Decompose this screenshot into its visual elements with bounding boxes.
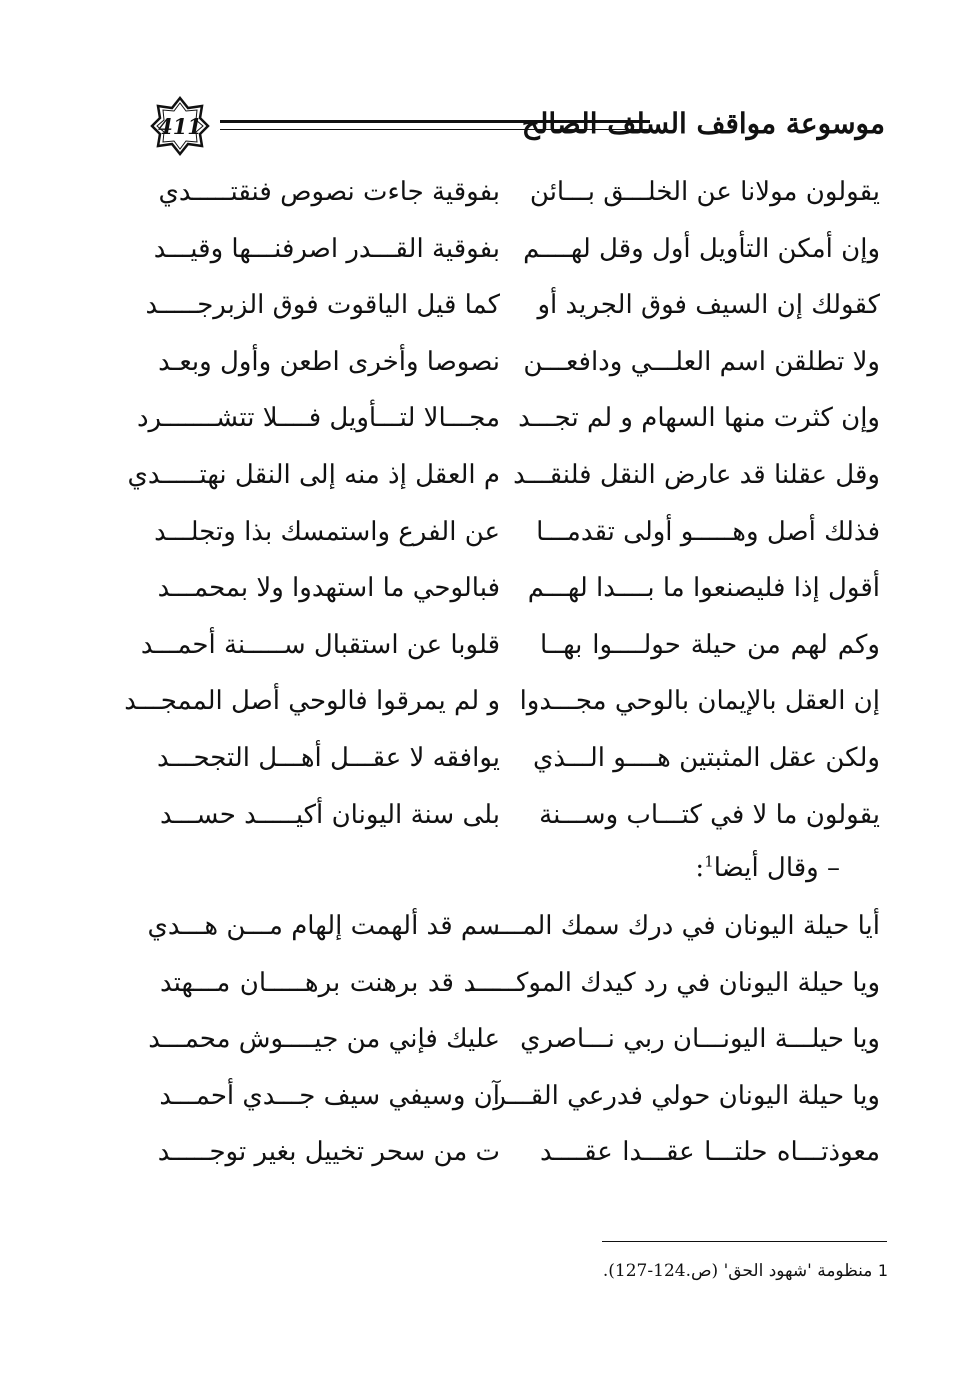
verse-first-hemistich: وإن أمكن التأويل أول وقل لهــــم xyxy=(523,233,880,264)
verse-second-hemistich: مجـــالا لتـــأويل فــــلا تتشـــــــرد xyxy=(136,403,500,434)
verse-second-hemistich: يوافقه لا عقـــل أهـــل التجحـــد xyxy=(156,743,500,773)
verse-first-hemistich: ولكن عقل المثبتين هــــو الـــذي xyxy=(532,743,880,773)
verse-first-hemistich: إن العقل بالإيمان بالوحي مجـــدوا xyxy=(519,686,880,717)
verse-first-hemistich: وكم لهم من حيلة حولــــوا بهــا xyxy=(540,629,880,660)
verse-first-hemistich: أقول إذا فليصنعوا ما بــــدا لهـــم xyxy=(527,573,880,604)
verse-first-hemistich: ولا تطلقن اسم العلـــي ودافعـــن xyxy=(523,346,880,377)
footnote-number: 1 xyxy=(877,1261,888,1280)
verse-second-hemistich: و لم يمرقوا فالوحي أصل الممجـــد xyxy=(124,686,500,717)
verse-second-hemistich: عليك فإني من جيــــوش محمـــد xyxy=(148,1024,500,1055)
verse-first-hemistich: ويا حيلة اليونان حولي فدرعي القـــر xyxy=(493,1080,880,1111)
intro-colon: : xyxy=(695,853,705,883)
verse-first-hemistich: معوذتـــاه حلتـــا عقـــدا عقــــد xyxy=(540,1137,880,1168)
verse-first-hemistich: يقولون ما لا في كتـــاب وســـنة xyxy=(539,799,880,830)
book-title: موسوعة مواقف السلف الصالح xyxy=(521,107,885,140)
verse-second-hemistich: م العقل إذ منه إلى النقل نهتـــــدي xyxy=(127,460,500,490)
poem-intro xyxy=(540,838,840,898)
verse-first-hemistich: ويا حيلة اليونان في رد كيدك الموكــــــ xyxy=(470,967,880,998)
footnote-text: منظومة 'شهود الحق' (ص.124-127). xyxy=(602,1261,873,1281)
verse-second-hemistich: ت من سحر تخييل بغير توجـــــد xyxy=(157,1137,500,1168)
verse-second-hemistich: فبالوحي ما استهدوا ولا بمحمـــد xyxy=(157,573,500,604)
verse-second-hemistich: آن وسيفي سيف جـــدي أحمـــد xyxy=(159,1080,500,1111)
verse-second-hemistich: كما قيل الياقوت فوق الزبرجـــــد xyxy=(145,290,500,321)
verse-second-hemistich: سم قد ألهمت إلهام مـــن هـــدي xyxy=(147,911,500,941)
verse-first-hemistich: كقولك إن السيف فوق الجريد أو xyxy=(537,290,880,321)
verse-first-hemistich: فذلك أصل وهـــــو أولى تقدمـــا xyxy=(536,516,880,547)
verse-second-hemistich: بلى سنة اليونان أكيـــــد حســـد xyxy=(160,799,500,830)
intro-text: وقال أيضا xyxy=(713,853,819,883)
verse-second-hemistich: قلوبا عن استقبال ســـــنة أحمـــد xyxy=(140,629,500,660)
verse-first-hemistich: ويا حيلـــة اليونـــان ربي نـــاصري xyxy=(520,1024,880,1055)
verse-second-hemistich: عن الفرع واستمسك بذا وتجلـــد xyxy=(154,516,500,547)
verse-second-hemistich: بفوقية القـــدر اصرفنـــها وقيـــد xyxy=(153,233,500,264)
verse-second-hemistich: بفوقية جاءت نصوص فنقتـــــدي xyxy=(158,177,500,207)
verse-first-hemistich: يقولون مولانا عن الخلـــق بـــائن xyxy=(529,177,880,207)
footnote-reference: 1 xyxy=(704,852,714,871)
verse-first-hemistich: وإن كثرت منها السهام و لم تجـــد xyxy=(518,403,880,434)
footnote xyxy=(540,1256,888,1286)
verse-second-hemistich: ـــد قد برهنت برهـــــان مـــهتد xyxy=(160,967,500,998)
intro-dash: – xyxy=(827,853,840,883)
footnote-rule xyxy=(602,1241,887,1242)
verse-first-hemistich: أيا حيلة اليونان في درك سمك المــــ xyxy=(491,911,880,941)
verse-second-hemistich: نصوصا وأخرى اطعن وأول وبعـد xyxy=(158,346,500,377)
verse-first-hemistich: وقل عقلنا قد عارض النقل فلنقـــد xyxy=(513,460,880,490)
page-number: 411 xyxy=(158,113,202,139)
